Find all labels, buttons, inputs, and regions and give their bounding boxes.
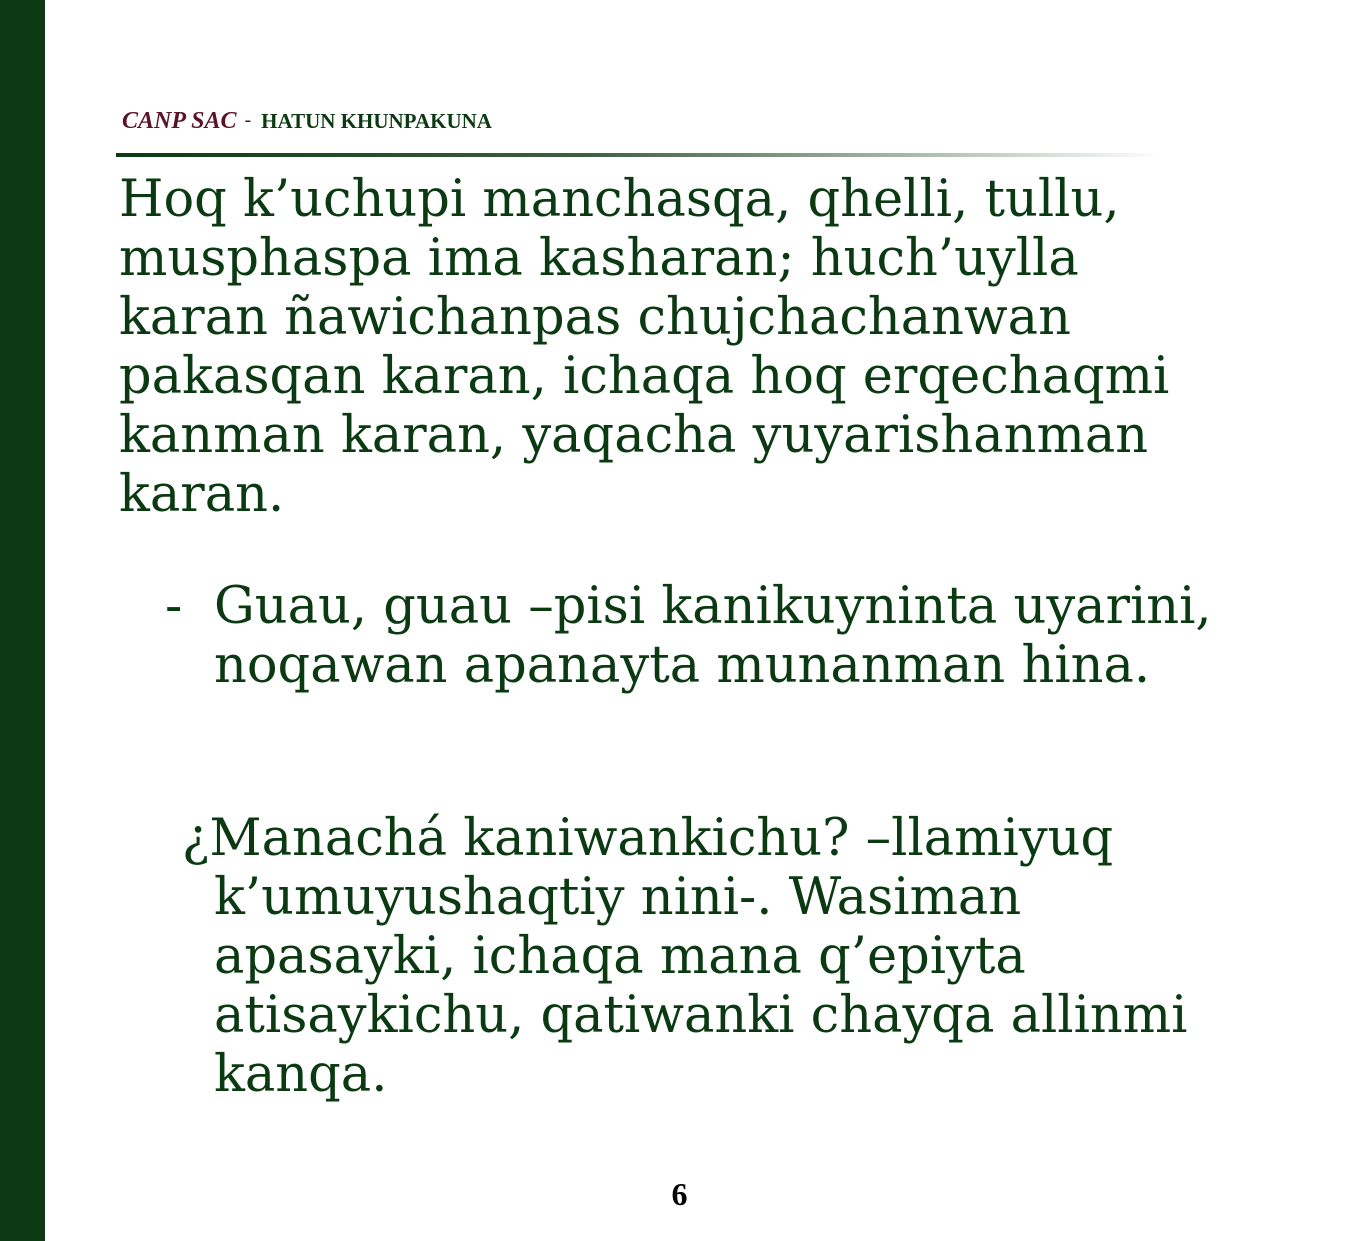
- page-sidebar-band: [0, 0, 45, 1241]
- page-number-label: 6: [671, 1176, 688, 1212]
- header-title: HATUN KHUNPAKUNA: [261, 109, 492, 133]
- running-header: [122, 108, 492, 135]
- header-divider: [116, 153, 1166, 157]
- dialogue-paragraph: Guau, guau –pisi kanikuyninta uyarini, noqawan apanayta munanman hina.: [214, 577, 1212, 695]
- story-paragraph: Hoq k’uchupi manchasqa, qhelli, tullu, musphaspa ima kasharan; huch’uylla karan ñawichanpas chujchachanwan pakasqan karan, ichaqa hoq erqechaqmi kanman karan, yaqacha yuyarishanman karan.: [119, 170, 1170, 524]
- header-separator: -: [244, 109, 252, 131]
- page-number: [0, 1176, 1359, 1213]
- dialogue-paragraph: ¿Manachá kaniwankichu? –llamiyuq k’umuyushaqtiy nini-. Wasiman apasayki, ichaqa mana q’epiyta atisaykichu, qatiwanki chayqa allinmi kanqa.: [182, 809, 1188, 1104]
- dialogue-dash: -: [165, 577, 183, 636]
- header-brand: CANP SAC: [122, 108, 237, 134]
